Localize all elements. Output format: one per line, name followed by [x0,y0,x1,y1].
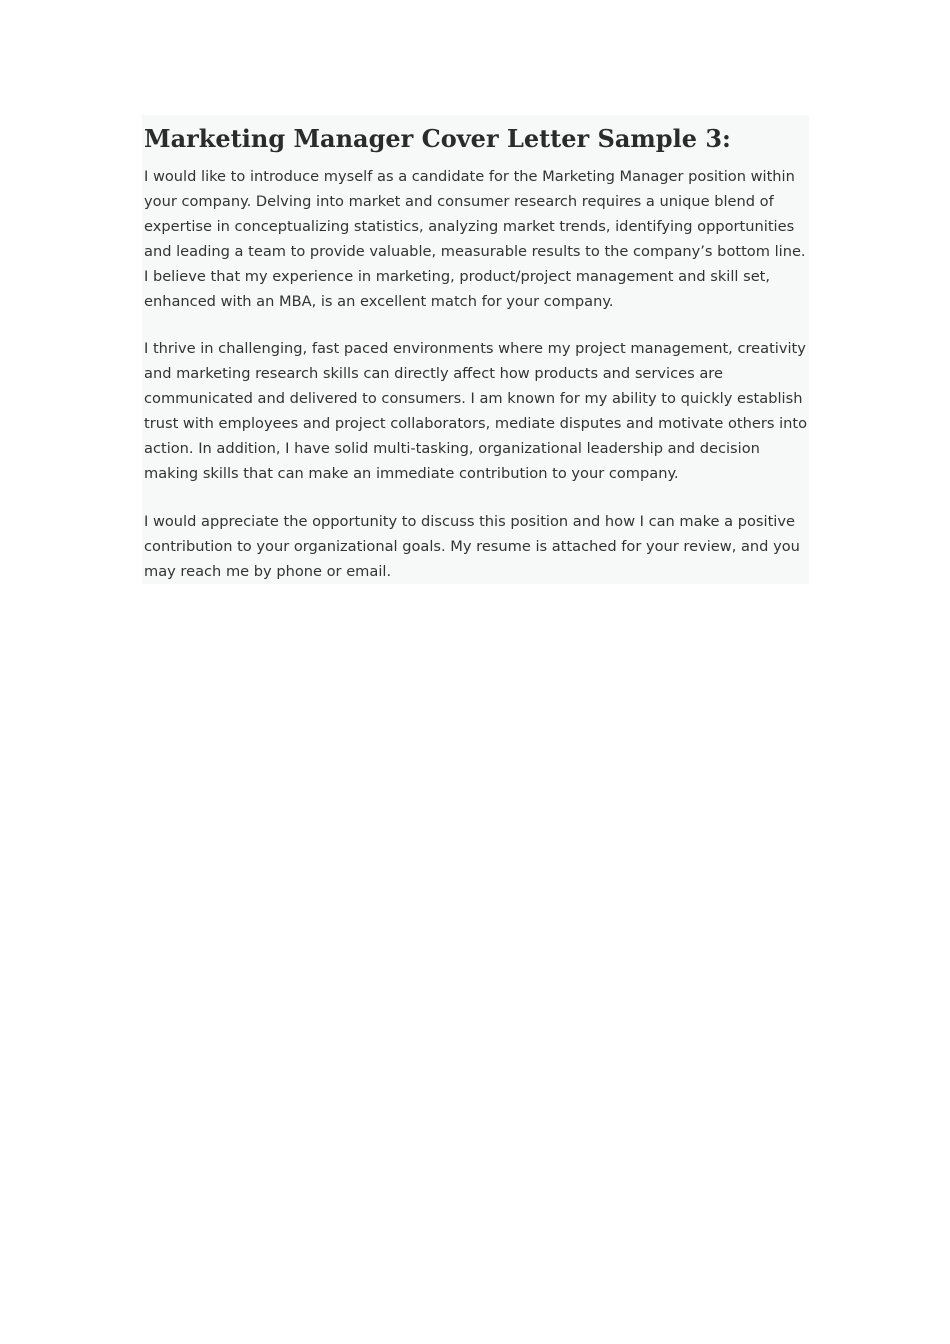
paragraph-introduction: I would like to introduce myself as a candidate for the Marketing Manager position within your company. Delving into market and consumer research requires a unique blend of expertise in conceptualizing statistics, analyzing market trends, identifying opportunities and leading a team to provide valuable, measurable results to the company’s bottom line. I believe that my experience in marketing, product/project management and skill set, enhanced with an MBA, is an excellent match for your company. [144,168,806,310]
page-title: Marketing Manager Cover Letter Sample 3: [144,124,731,153]
paragraph-closing: I would appreciate the opportunity to discuss this position and how I can make a positive contribution to your organizational goals. My resume is attached for your review, and you may reach me by phone or email. [144,512,800,580]
paragraph-qualifications: I thrive in challenging, fast paced environments where my project management, creativity and marketing research skills can directly affect how products and services are communicated and delivered to consumers. I am known for my ability to quickly establish trust with employees and project collaborators, mediate disputes and motivate others into action. In addition, I have solid multi-tasking, organizational leadership and decision making skills that can make an immediate contribution to your company. [144,340,808,482]
cover-letter-section [142,115,809,584]
